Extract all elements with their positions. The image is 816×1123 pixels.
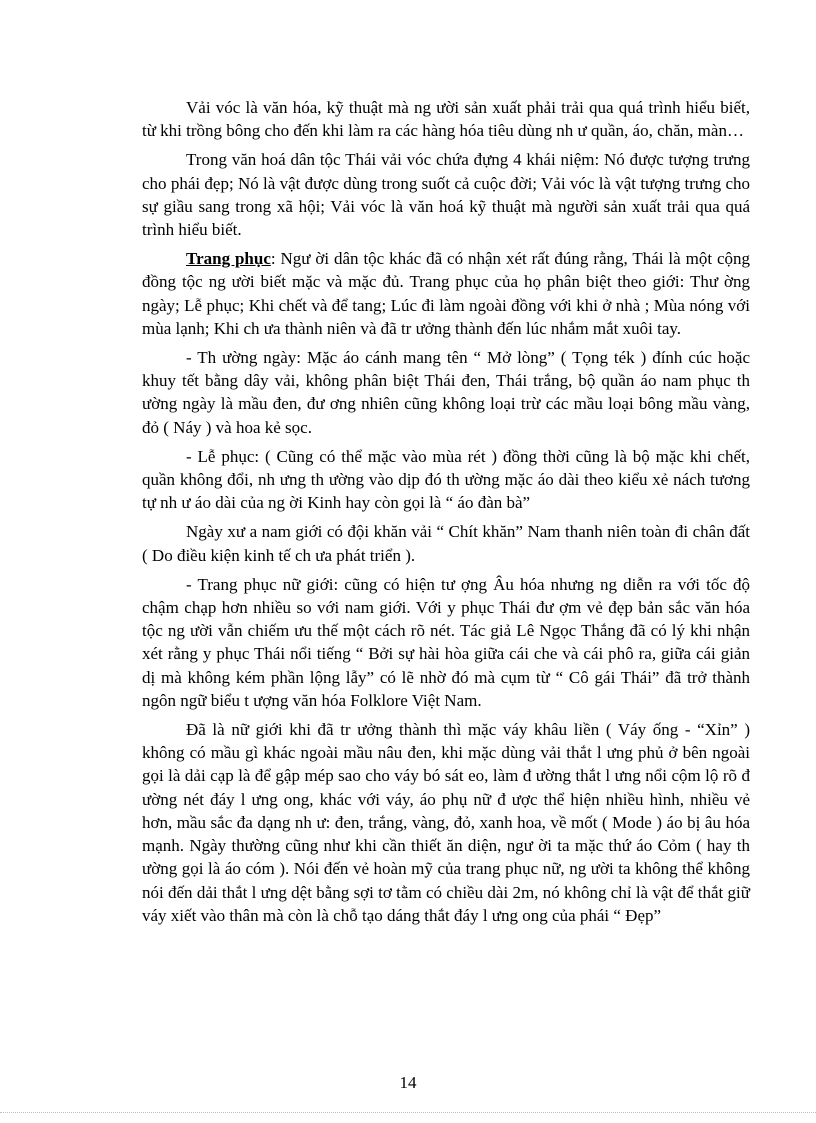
paragraph-costume-text: : Ngư ời dân tộc khác đã có nhận xét rất đúng rằng, Thái là một cộng đồng tộc ng ười biết mặc và mặc đủ. Trang phục của họ phân biệt theo giới: Thư ờng ngày; Lễ phục; Khi chết và để tang; Lúc đi làm ngoài đồng với khi ở nhà ; Mùa nóng với mùa lạnh; Khi ch ưa thành niên và đã tr ưởng thành đến lúc nhắm mắt xuôi tay. (142, 249, 750, 338)
paragraph-women-skirt: Đã là nữ giới khi đã tr ưởng thành thì mặc váy khâu liền ( Váy ống - “Xỉn” ) không có mầu gì khác ngoài mầu nâu đen, khi mặc dùng vải thắt l ưng phủ ở bên ngoài gọi là dải cạp là để gập mép sao cho váy bó sát eo, làm đ ường thắt l ưng nổi cộm lộ rõ đ ường nét đáy l ưng ong, khác với váy, áo phụ nữ đ ược thể hiện nhiều hình, nhiều vẻ hơn, mầu sắc đa dạng nh ư: đen, trắng, vàng, đỏ, xanh hoa, về mốt ( Mode ) áo bị âu hóa mạnh. Ngày thường cũng như khi cần thiết ăn diện, ngư ời ta mặc thứ áo Cỏm ( hay th ường gọi là áo cóm ). Nói đến vẻ hoàn mỹ của trang phục nữ, ng ười ta không thể không nói đến dải thắt l ưng dệt bằng sợi tơ tằm có chiều dài 2m, nó không chỉ là vật để thắt giữ váy xiết vào thân mà còn là chỗ tạo dáng thắt đáy l ưng ong của phái “ Đẹp” (142, 720, 750, 925)
paragraph-men-headscarf: Ngày xư a nam giới có đội khăn vải “ Chít khăn” Nam thanh niên toàn đi chân đất ( Do điều kiện kinh tế ch ưa phát triển ). (142, 522, 750, 565)
paragraph-women-costume: - Trang phục nữ giới: cũng có hiện tư ợng Âu hóa nhưng ng diễn ra với tốc độ chậm chạp hơn nhiều so với nam giới. Với y phục Thái đư ợm vẻ đẹp bản sắc văn hóa tộc ng ười vẫn chiếm ưu thế một cách rõ nét. Tác giả Lê Ngọc Thắng đã có lý khi nhận xét rằng y phục Thái nổi tiếng “ Bởi sự hài hòa giữa cái che và cái phô ra, giữa cái giản dị mà không kém phần lộng lẫy” có lẽ nhờ đó mà cụm từ “ Cô gái Thái” đã trở thành ngôn ngữ biểu t ượng văn hóa Folklore Việt Nam. (142, 574, 750, 710)
paragraph-fabric-culture: Vải vóc là văn hóa, kỹ thuật mà ng ười sản xuất phải trải qua quá trình hiểu biết, từ khi trồng bông cho đến khi làm ra các hàng hóa tiêu dùng nh ư quần, áo, chăn, màn… (142, 98, 750, 141)
section-term-costume: Trang phục (186, 249, 271, 269)
paragraph-costume-intro (142, 247, 750, 340)
body-text (142, 96, 750, 933)
paragraph-fabric-concepts: Trong văn hoá dân tộc Thái vải vóc chứa đựng 4 khái niệm: Nó được tượng trưng cho phái đẹp; Nó là vật được dùng trong suốt cả cuộc đời; Vải vóc là vật tượng trưng cho sự giầu sang trong xã hội; Vải vóc là văn hoá kỹ thuật mà người sản xuất trải qua quá trình hiểu biết. (142, 150, 750, 240)
page-bottom-divider (0, 1112, 816, 1113)
page-number: 14 (399, 1073, 417, 1092)
paragraph-everyday-wear: - Th ường ngày: Mặc áo cánh mang tên “ Mở lòng” ( Tọng ték ) đính cúc hoặc khuy tết bằng dây vải, không phân biệt Thái đen, Thái trắng, bộ quần áo nam phục th ường ngày là mầu đen, đư ơng nhiên cũng không loại trừ các mầu loại bông mầu vàng, đỏ ( Náy ) và hoa kẻ sọc. (142, 348, 750, 437)
paragraph-ceremonial-wear: - Lễ phục: ( Cũng có thể mặc vào mùa rét ) đồng thời cũng là bộ mặc khi chết, quần không đổi, nh ưng th ường vào dịp đó th ường mặc áo dài theo kiểu xẻ nách tương tự nh ư áo dài của ng ời Kinh hay còn gọi là “ áo đàn bà” (142, 446, 750, 513)
